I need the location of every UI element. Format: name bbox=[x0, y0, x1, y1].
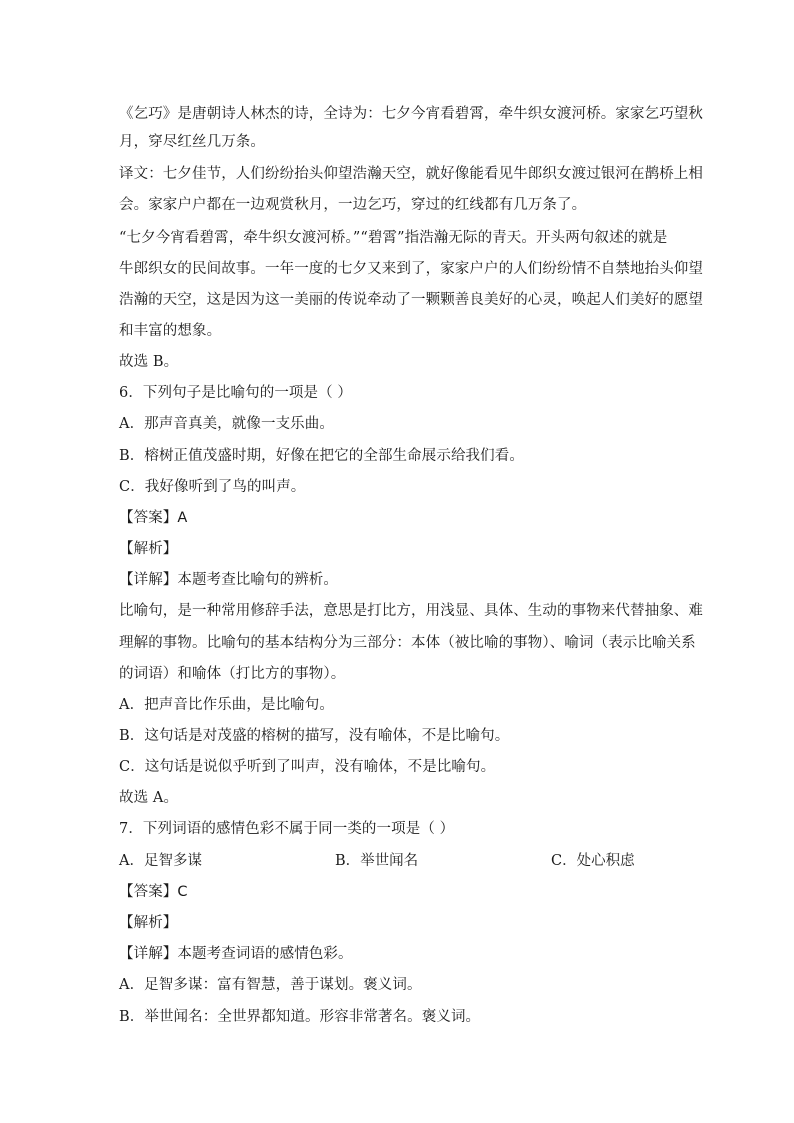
question-6: 6．下列句子是比喻句的一项是（ ） bbox=[119, 385, 353, 401]
answer-label: 【答案】C bbox=[119, 884, 188, 900]
text-line: 的词语）和喻体（打比方的事物）。 bbox=[119, 666, 346, 682]
text-line: 和丰富的想象。 bbox=[119, 323, 222, 339]
q7-option-b: B．举世闻名 bbox=[335, 853, 419, 869]
text-line: B．这句话是对茂盛的榕树的描写，没有喻体，不是比喻句。 bbox=[119, 728, 510, 744]
text-line: 故选 B。 bbox=[119, 354, 179, 370]
text-line: A．足智多谋：富有智慧，善于谋划。褒义词。 bbox=[119, 977, 422, 993]
answer-label: 【答案】A bbox=[119, 510, 188, 526]
detail-line: 【详解】本题考查词语的感情色彩。 bbox=[119, 946, 353, 962]
text-line: 比喻句，是一种常用修辞手法，意思是打比方，用浅显、具体、生动的事物来代替抽象、难 bbox=[119, 603, 703, 619]
text-line: 月，穿尽红丝几万条。 bbox=[119, 134, 265, 150]
text-line: 牛郎织女的民间故事。一年一度的七夕又来到了，家家户户的人们纷纷情不自禁地抬头仰望 bbox=[119, 261, 703, 277]
text-line: A．把声音比作乐曲，是比喻句。 bbox=[119, 697, 334, 713]
option-b: B．榕树正值茂盛时期，好像在把它的全部生命展示给我们看。 bbox=[119, 448, 524, 464]
detail-line: 【详解】本题考查比喻句的辨析。 bbox=[119, 572, 338, 588]
q7-option-a: A．足智多谋 bbox=[119, 853, 202, 869]
text-line: 故选 A。 bbox=[119, 790, 179, 806]
text-line: “七夕今宵看碧霄，牵牛织女渡河桥。”“碧霄”指浩瀚无际的青天。开头两句叙述的就是 bbox=[119, 230, 668, 246]
q7-option-c: C．处心积虑 bbox=[551, 853, 635, 869]
text-line: B．举世闻名：全世界都知道。形容非常著名。褒义词。 bbox=[119, 1009, 481, 1025]
question-7: 7．下列词语的感情色彩不属于同一类的一项是（ ） bbox=[119, 821, 455, 837]
analysis-label: 【解析】 bbox=[119, 915, 178, 931]
text-line: 《乞巧》是唐朝诗人林杰的诗，全诗为：七夕今宵看碧霄，牵牛织女渡河桥。家家乞巧望秋 bbox=[119, 106, 703, 122]
text-line: 译文：七夕佳节，人们纷纷抬头仰望浩瀚天空，就好像能看见牛郎织女渡过银河在鹊桥上相 bbox=[119, 166, 703, 182]
option-a: A．那声音真美，就像一支乐曲。 bbox=[119, 416, 334, 432]
text-line: 理解的事物。比喻句的基本结构分为三部分：本体（被比喻的事物）、喻词（表示比喻关系 bbox=[119, 635, 696, 651]
text-line: 浩瀚的天空，这是因为这一美丽的传说牵动了一颗颗善良美好的心灵，唤起人们美好的愿望 bbox=[119, 292, 703, 308]
analysis-label: 【解析】 bbox=[119, 541, 178, 557]
option-c: C．我好像听到了鸟的叫声。 bbox=[119, 479, 306, 495]
text-line: 会。家家户户都在一边观赏秋月，一边乞巧，穿过的红线都有几万条了。 bbox=[119, 197, 587, 213]
text-line: C．这句话是说似乎听到了叫声，没有喻体，不是比喻句。 bbox=[119, 759, 496, 775]
